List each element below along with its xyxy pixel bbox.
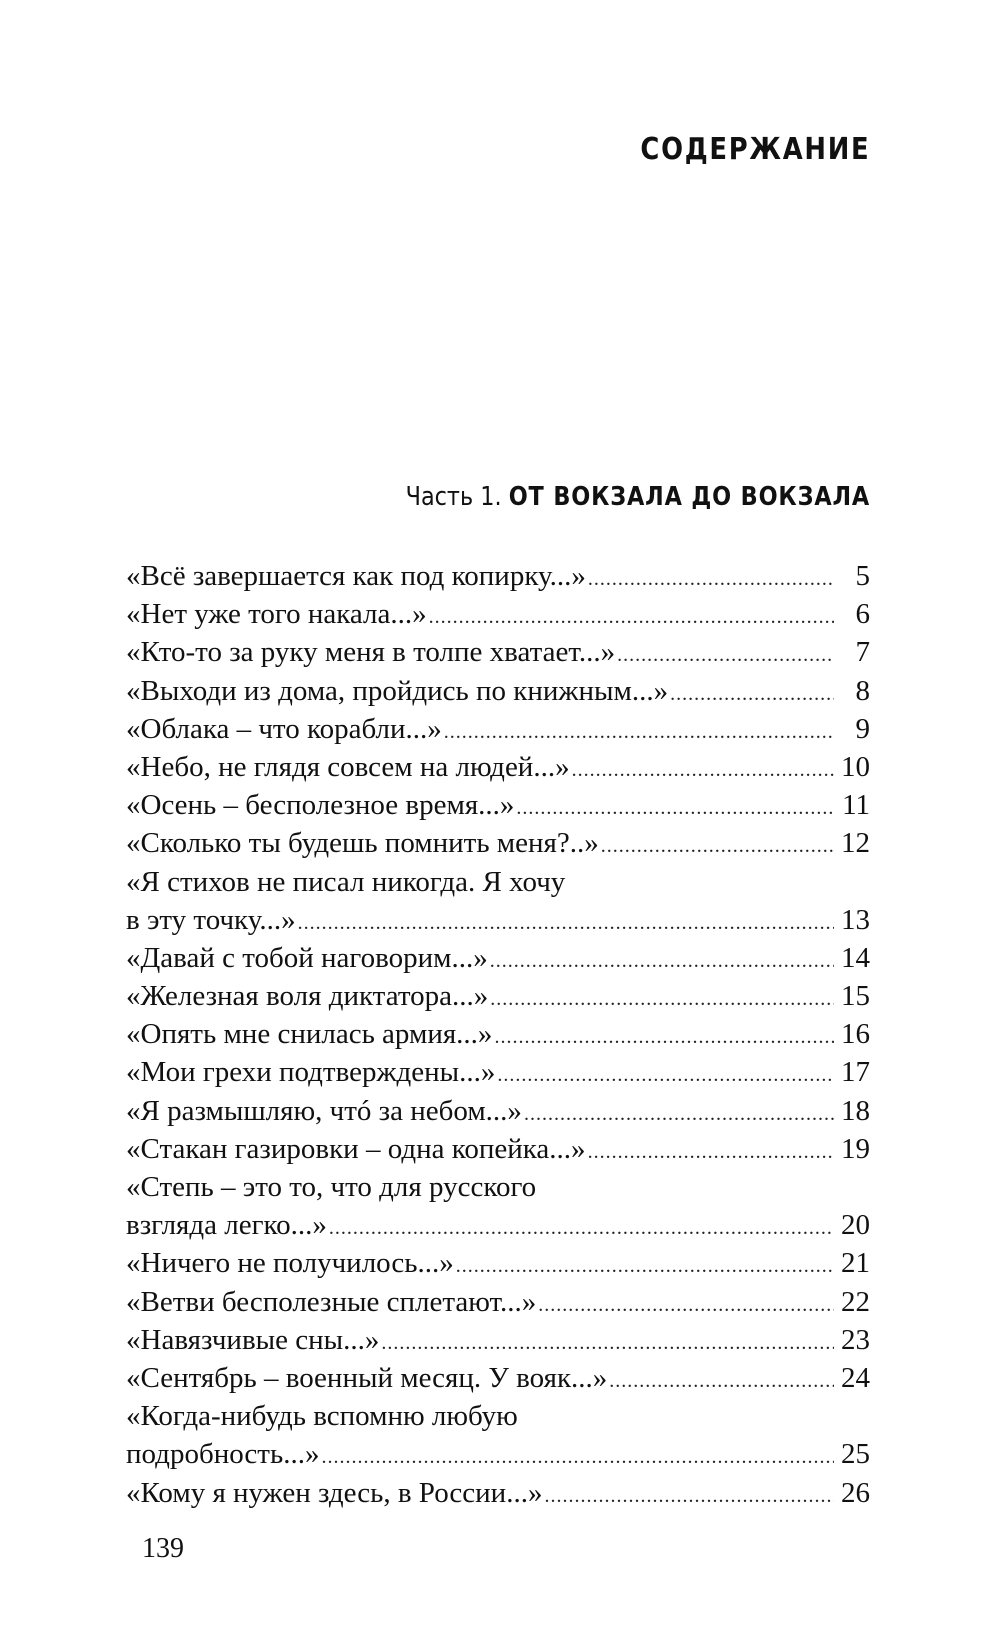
toc-entry-page: 17	[841, 1056, 870, 1089]
table-of-contents	[126, 557, 870, 1512]
dot-leader	[490, 942, 834, 980]
toc-entry-title: «Опять мне снилась армия...»	[126, 1018, 493, 1051]
toc-entry-page: 7	[855, 636, 870, 669]
toc-entry[interactable]	[126, 1168, 870, 1244]
toc-entry-title: «Ветви бесполезные сплетают...»	[126, 1285, 537, 1318]
dot-leader	[609, 1362, 834, 1400]
toc-entry-title: «Небо, не глядя совсем на людей...»	[126, 750, 570, 783]
dot-leader	[381, 1324, 834, 1362]
part-label: Часть 1.	[405, 482, 502, 512]
toc-entry-title: в эту точку...»	[126, 903, 296, 936]
toc-entry[interactable]	[126, 1283, 870, 1321]
page-number: 139	[142, 1533, 184, 1564]
toc-entry-title: «Кому я нужен здесь, в России...»	[126, 1476, 543, 1509]
toc-entry-title: «Всё завершается как под копирку...»	[126, 560, 586, 592]
toc-entry[interactable]	[126, 557, 870, 595]
dot-leader	[497, 1056, 834, 1094]
toc-entry[interactable]	[126, 748, 870, 786]
toc-entry-title-first-line: «Я стихов не писал никогда. Я хочу	[126, 865, 566, 898]
toc-entry-page: 6	[855, 598, 870, 631]
toc-entry-page: 11	[842, 789, 870, 822]
part-title: ОТ ВОКЗАЛА ДО ВОКЗАЛА	[508, 482, 870, 512]
toc-entry-title: «Ничего не получилось...»	[126, 1247, 454, 1280]
toc-entry-title: «Железная воля диктатора...»	[126, 980, 489, 1013]
toc-entry-title: «Осень – бесполезное время...»	[126, 789, 515, 822]
toc-entry-page: 10	[841, 750, 870, 783]
dot-leader	[516, 789, 834, 827]
toc-entry-page: 22	[841, 1285, 870, 1318]
toc-entry-title: «Навязчивые сны...»	[126, 1323, 380, 1356]
toc-entry-page: 21	[841, 1247, 870, 1280]
toc-entry[interactable]	[126, 1244, 870, 1282]
toc-entry-title: «Выходи из дома, пройдись по книжным...»	[126, 674, 669, 707]
toc-entry[interactable]	[126, 672, 870, 710]
toc-entry-title: взгляда легко...»	[126, 1209, 327, 1242]
toc-entry-page: 12	[841, 827, 870, 860]
dot-leader	[601, 827, 834, 865]
toc-entry-title: «Давай с тобой наговорим...»	[126, 941, 488, 974]
toc-entry-page: 13	[841, 903, 870, 936]
toc-entry-page: 23	[841, 1323, 870, 1356]
toc-entry-title: «Облака – что корабли...»	[126, 712, 442, 745]
dot-leader	[617, 636, 834, 674]
toc-entry-page: 16	[841, 1018, 870, 1051]
toc-entry-page: 8	[855, 674, 870, 707]
toc-entry-title: «Стакан газировки – одна копейка...»	[126, 1132, 586, 1165]
toc-entry-page: 26	[841, 1476, 870, 1509]
dot-leader	[588, 560, 834, 598]
toc-entry-page: 15	[841, 980, 870, 1013]
dot-leader	[572, 751, 834, 789]
dot-leader	[490, 980, 834, 1018]
toc-entry[interactable]	[126, 1321, 870, 1359]
toc-entry-page: 20	[841, 1209, 870, 1242]
toc-entry[interactable]	[126, 786, 870, 824]
toc-entry-title: «Мои грехи подтверждены...»	[126, 1056, 496, 1089]
toc-entry[interactable]	[126, 633, 870, 671]
dot-leader	[321, 1438, 834, 1476]
toc-entry-page: 24	[841, 1361, 870, 1394]
dot-leader	[524, 1095, 834, 1133]
toc-entry[interactable]	[126, 1092, 870, 1130]
dot-leader	[588, 1133, 834, 1171]
toc-entry-title: «Я размышляю, чтó за небом...»	[126, 1094, 522, 1127]
toc-entry[interactable]	[126, 863, 870, 939]
toc-entry-title: «Сентябрь – военный месяц. У вояк...»	[126, 1361, 608, 1394]
toc-entry[interactable]	[126, 1053, 870, 1091]
toc-entry[interactable]	[126, 977, 870, 1015]
dot-leader	[670, 675, 834, 713]
toc-entry-page: 25	[841, 1438, 870, 1471]
toc-entry-page: 19	[841, 1132, 870, 1165]
toc-entry-page: 18	[841, 1094, 870, 1127]
toc-entry[interactable]	[126, 824, 870, 862]
toc-entry[interactable]	[126, 710, 870, 748]
dot-leader	[456, 1247, 834, 1285]
toc-entry-title: подробность...»	[126, 1438, 320, 1471]
toc-entry[interactable]	[126, 939, 870, 977]
dot-leader	[444, 713, 834, 751]
part-heading	[406, 482, 870, 512]
toc-entry-title: «Нет уже того накала...»	[126, 598, 427, 631]
page-title: СОДЕРЖАНИЕ	[640, 132, 870, 167]
toc-entry[interactable]	[126, 1397, 870, 1473]
toc-entry-page: 9	[855, 712, 870, 745]
toc-entry-title: «Кто-то за руку меня в толпе хватает...»	[126, 636, 616, 669]
toc-entry[interactable]	[126, 595, 870, 633]
toc-entry-title-first-line: «Степь – это то, что для русского	[126, 1171, 537, 1203]
dot-leader	[329, 1209, 834, 1247]
dot-leader	[538, 1286, 834, 1324]
toc-entry-title-first-line: «Когда-нибудь вспомню любую	[126, 1400, 518, 1433]
dot-leader	[494, 1018, 834, 1056]
toc-entry[interactable]	[126, 1474, 870, 1512]
toc-entry[interactable]	[126, 1130, 870, 1168]
toc-entry-page: 5	[855, 560, 870, 592]
toc-entry[interactable]	[126, 1359, 870, 1397]
dot-leader	[298, 904, 834, 942]
dot-leader	[544, 1477, 834, 1515]
dot-leader	[429, 598, 834, 636]
toc-entry-page: 14	[841, 941, 870, 974]
toc-entry[interactable]	[126, 1015, 870, 1053]
toc-entry-title: «Сколько ты будешь помнить меня?..»	[126, 827, 599, 860]
